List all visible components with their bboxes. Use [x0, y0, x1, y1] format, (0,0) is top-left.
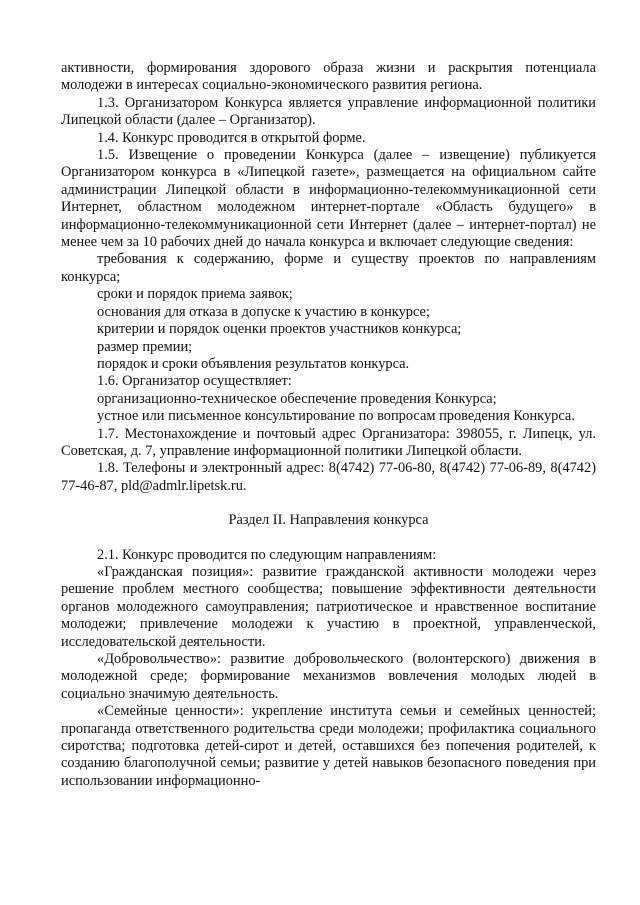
clause-1-4: 1.4. Конкурс проводится в открытой форме. — [97, 129, 366, 146]
list-item-deadlines: сроки и порядок приема заявок; — [97, 286, 293, 303]
document-page — [61, 60, 596, 790]
list-item-results: порядок и сроки объявления результатов конкурса. — [97, 355, 410, 372]
clause-2-1: 2.1. Конкурс проводится по следующим направлениям: — [97, 546, 437, 563]
list-item-refusal-grounds: основания для отказа в допуске к участию в конкурсе; — [97, 303, 430, 320]
list-item-org-support: организационно-техническое обеспечение проведения Конкурса; — [97, 390, 497, 407]
direction-civic-position: «Гражданская позиция»: развитие гражданской активности молодежи через решение проблем местного сообщества; повышение эффективности деятельности органов молодежного самоуправления; патриотическое и нравственное воспитание молодежи; привлечение молодежи к участию в проектной, управленческой, исследовательской деятельности. — [61, 563, 596, 650]
section-heading: Раздел II. Направления конкурса — [228, 512, 429, 529]
clause-1-6: 1.6. Организатор осуществляет: — [97, 373, 292, 390]
list-item-criteria: критерии и порядок оценки проектов участников конкурса; — [97, 321, 462, 338]
clause-1-5: 1.5. Извещение о проведении Конкурса (далее – извещение) публикуется Организатором конкурса в «Липецкой газете», размещается на официальном сайте администрации Липецкой области в информационно-телекоммуникационной сети Интернет, областном молодежном интернет-портале «Область будущего» в информационно-телекоммуникационной сети Интернет (далее – интернет-портал) не менее чем за 10 рабочих дней до начала конкурса и включает следующие сведения: — [61, 147, 596, 251]
direction-volunteering: «Добровольчество»: развитие добровольческого (волонтерского) движения в молодежной среде; формирование механизмов вовлечения молодых людей в социально значимую деятельность. — [61, 651, 596, 702]
paragraph-continuation: активности, формирования здорового образа жизни и раскрытия потенциала молодежи в интересах социально-экономического развития региона. — [61, 60, 596, 94]
clause-1-8: 1.8. Телефоны и электронный адрес: 8(4742) 77-06-80, 8(4742) 77-06-89, 8(4742) 77-46-87, pld@admlr.lipetsk.ru. — [61, 460, 596, 494]
clause-1-3: 1.3. Организатором Конкурса является управление информационной политики Липецкой области (далее – Организатор). — [61, 94, 596, 129]
direction-family-values: «Семейные ценности»: укрепление института семьи и семейных ценностей; пропаганда ответственного родительства среди молодежи; профилактика социального сиротства; подготовка детей-сирот и детей, оставшихся без попечения родителей, к созданию благополучной семьи; развитие у детей навыков безопасного поведения при использовании информационно- — [61, 703, 596, 789]
list-item-prize: размер премии; — [97, 338, 193, 355]
clause-1-7: 1.7. Местонахождение и почтовый адрес Организатора: 398055, г. Липецк, ул. Советская, д. 7, управление информационной политики Липецкой области. — [61, 425, 596, 459]
list-item-consulting: устное или письменное консультирование по вопросам проведения Конкурса. — [97, 408, 575, 425]
list-item-requirements: требования к содержанию, форме и существу проектов по направлениям конкурса; — [61, 251, 596, 285]
